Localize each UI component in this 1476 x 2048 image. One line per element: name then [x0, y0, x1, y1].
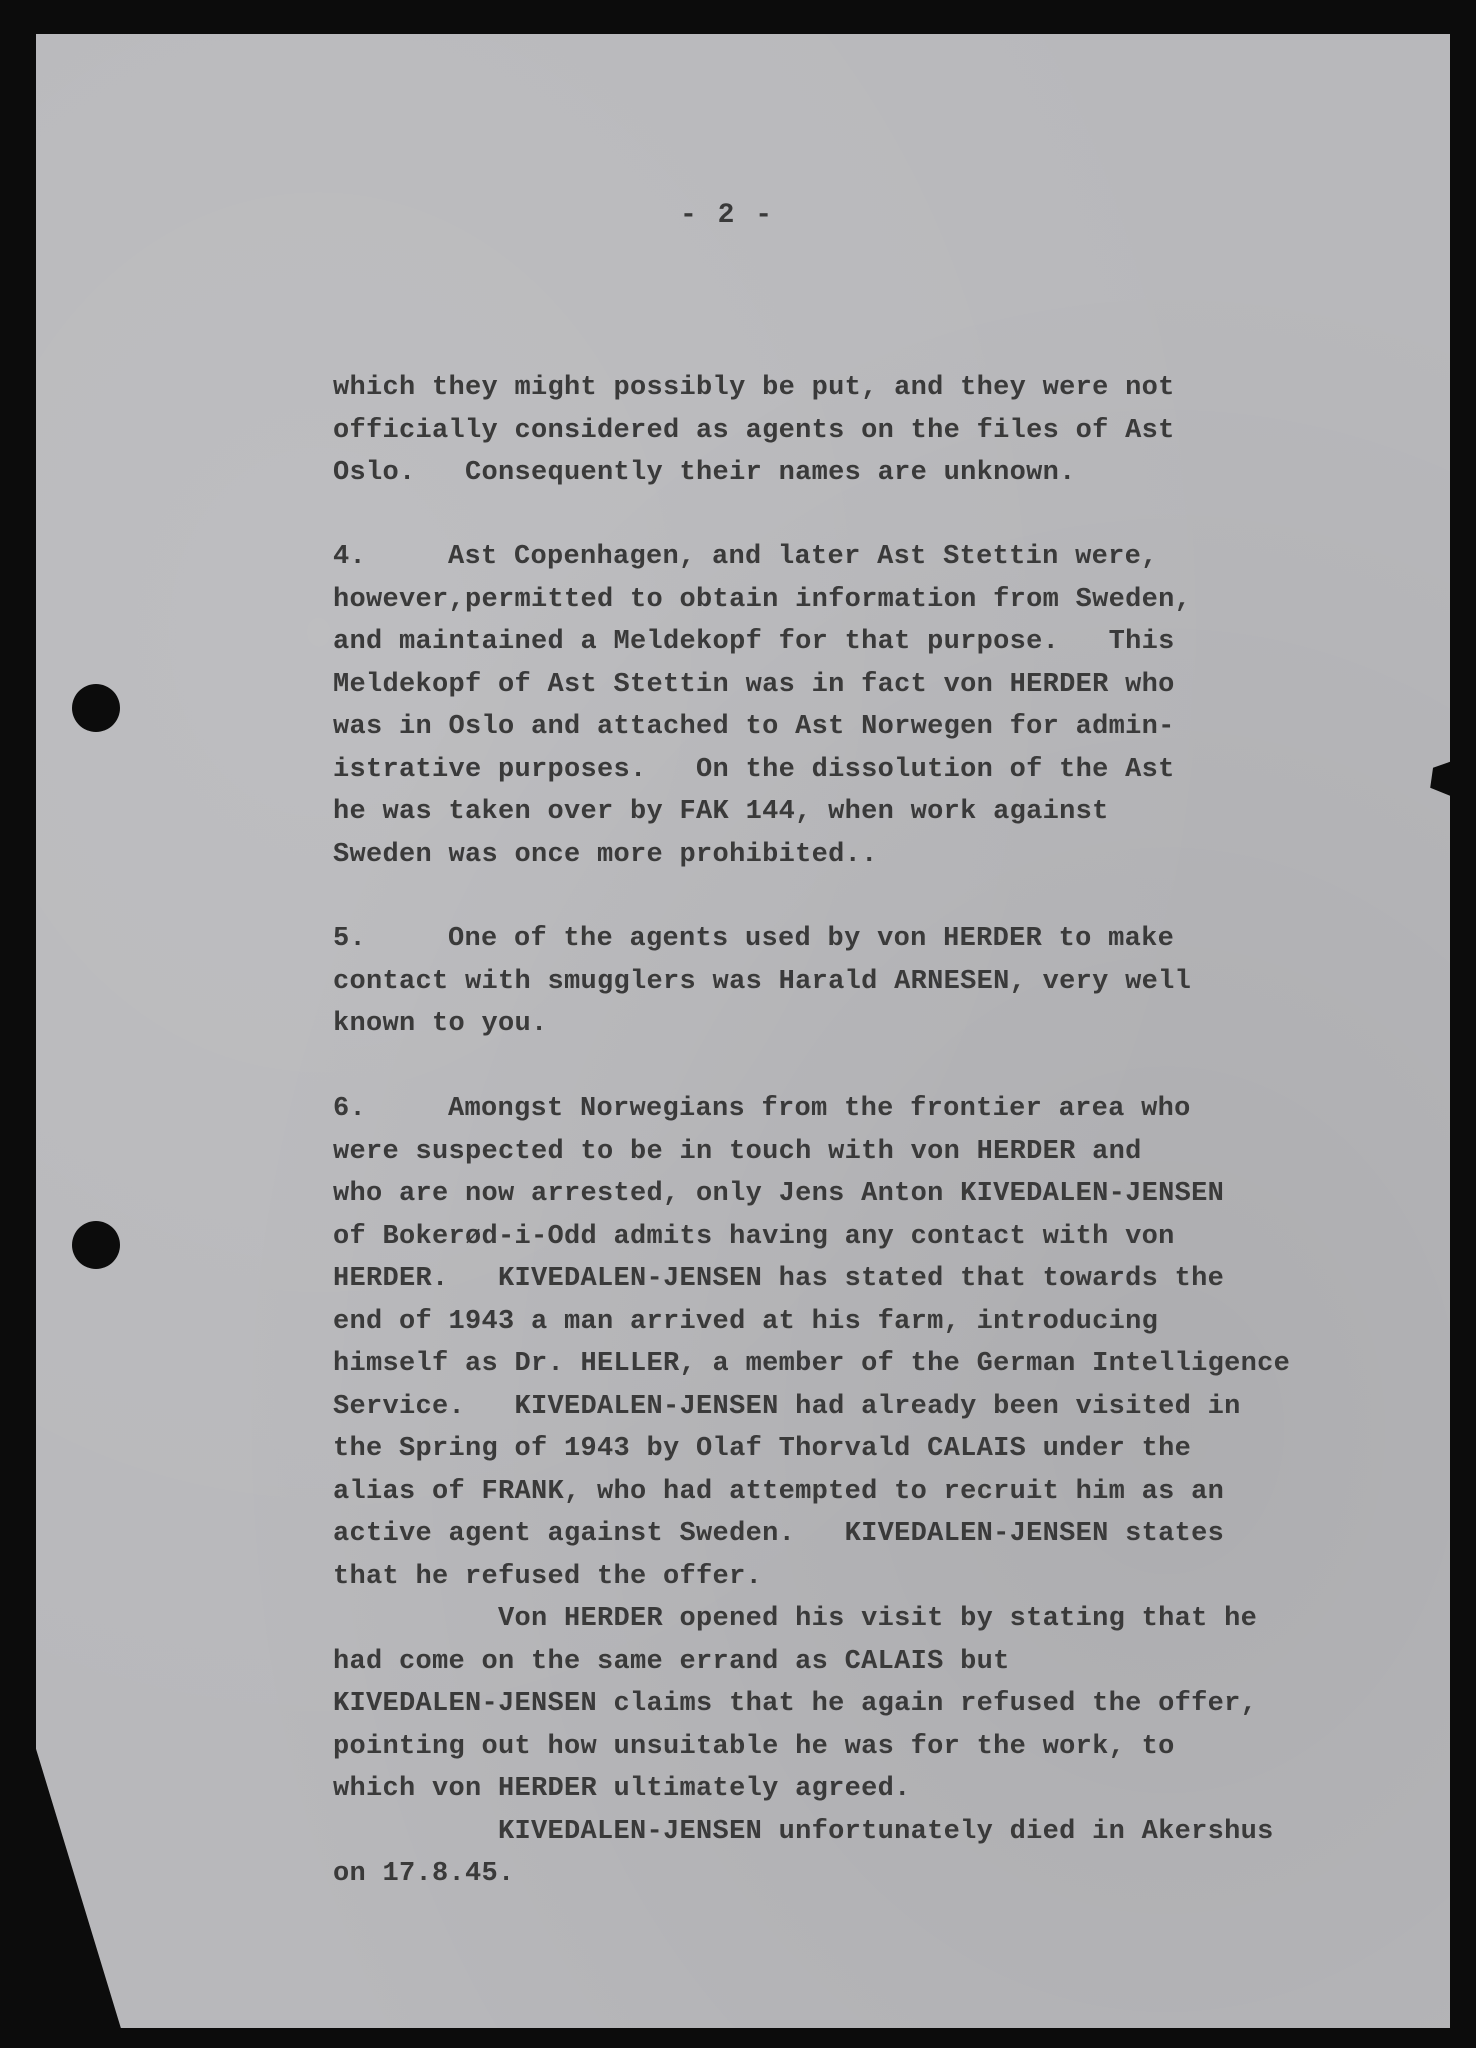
text-line: and maintained a Meldekopf for that purpose. This: [333, 627, 1175, 657]
text-line: Von HERDER opened his visit by stating that he: [333, 1604, 1258, 1634]
text-line: that he refused the offer.: [333, 1561, 763, 1592]
text-line: KIVEDALEN-JENSEN unfortunately died in Akershus: [333, 1816, 1274, 1847]
text-line: which they might possibly be put, and they were not: [333, 373, 1175, 403]
text-line: were suspected to be in touch with von HERDER and: [333, 1136, 1142, 1167]
text-line: end of 1943 a man arrived at his farm, introducing: [333, 1306, 1159, 1337]
text-line: HERDER. KIVEDALEN-JENSEN has stated that towards the: [333, 1264, 1225, 1294]
page-number: - 2 -: [680, 200, 775, 231]
text-line: officially considered as agents on the files of Ast: [333, 415, 1175, 446]
text-line: on 17.8.45.: [333, 1859, 515, 1889]
paragraph-number: 6.: [333, 1094, 367, 1124]
paragraph-number: 4.: [333, 542, 367, 572]
text-line: however,permitted to obtain information from Sweden,: [333, 584, 1192, 615]
text-line: he was taken over by FAK 144, when work against: [333, 797, 1109, 827]
text-line: pointing out how unsuitable he was for the work, to: [333, 1731, 1175, 1762]
text-line: the Spring of 1943 by Olaf Thorvald CALAIS under the: [333, 1434, 1192, 1464]
text-line: One of the agents used by von HERDER to make: [448, 924, 1175, 954]
text-line: istrative purposes. On the dissolution of the Ast: [333, 754, 1175, 785]
text-line: Service. KIVEDALEN-JENSEN had already been visited in: [333, 1391, 1241, 1422]
text-line: KIVEDALEN-JENSEN claims that he again refused the offer,: [333, 1689, 1258, 1719]
paragraph-number: 5.: [333, 924, 367, 954]
text-line: Ast Copenhagen, and later Ast Stettin were,: [448, 542, 1158, 572]
text-line: which von HERDER ultimately agreed.: [333, 1774, 911, 1804]
text-line: known to you.: [333, 1009, 548, 1039]
text-line: alias of FRANK, who had attempted to recruit him as an: [333, 1476, 1225, 1507]
text-line: had come on the same errand as CALAIS but: [333, 1646, 1010, 1677]
text-line: Meldekopf of Ast Stettin was in fact von HERDER who: [333, 669, 1175, 700]
text-line: who are now arrested, only Jens Anton KIVEDALEN-JENSEN: [333, 1179, 1225, 1209]
text-line: Oslo. Consequently their names are unknown.: [333, 458, 1076, 488]
text-line: contact with smugglers was Harald ARNESEN, very well: [333, 966, 1192, 997]
punch-hole-bottom: [72, 1221, 120, 1269]
text-line: was in Oslo and attached to Ast Norwegen for admin-: [333, 712, 1175, 742]
text-line: of Bokerød-i-Odd admits having any contact with von: [333, 1221, 1175, 1252]
punch-hole-top: [72, 684, 120, 732]
text-line: himself as Dr. HELLER, a member of the German Intelligence: [333, 1349, 1291, 1379]
text-line: Sweden was once more prohibited..: [333, 839, 878, 870]
text-line: Amongst Norwegians from the frontier area who: [448, 1094, 1191, 1124]
text-line: active agent against Sweden. KIVEDALEN-JENSEN states: [333, 1519, 1225, 1549]
